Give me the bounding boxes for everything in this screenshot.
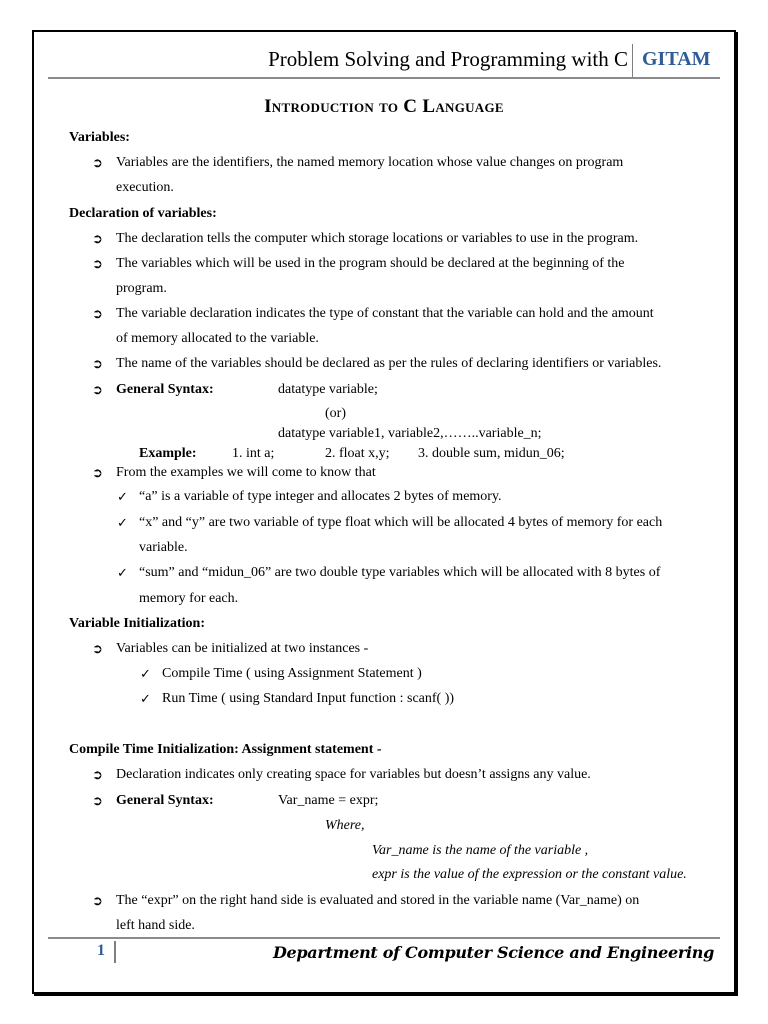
- text-line: The name of the variables should be declared as per the rules of declaring identifiers or variables.: [116, 356, 662, 371]
- syntax-explanation: Var_name is the name of the variable ,: [372, 843, 589, 858]
- arrow-bullet-icon: ➲: [92, 641, 103, 656]
- syntax-line: datatype variable1, variable2,……..variable_n;: [278, 426, 542, 441]
- header-brand: GITAM: [642, 48, 711, 70]
- example-item: 3. double sum, midun_06;: [418, 446, 565, 461]
- section-heading-compile-time: Compile Time Initialization: Assignment statement -: [69, 742, 382, 757]
- text-line: The “expr” on the right hand side is evaluated and stored in the variable name (Var_name) on: [116, 893, 640, 908]
- text-line: variable.: [139, 540, 188, 555]
- text-line: execution.: [116, 180, 174, 195]
- arrow-bullet-icon: ➲: [92, 767, 103, 782]
- syntax-line: Var_name = expr;: [278, 793, 379, 808]
- text-line: From the examples we will come to know that: [116, 465, 376, 480]
- text-line: memory for each.: [139, 591, 239, 606]
- arrow-bullet-icon: ➲: [92, 155, 103, 170]
- arrow-bullet-icon: ➲: [92, 231, 103, 246]
- page-header: [48, 42, 720, 78]
- example-item: 1. int a;: [232, 446, 275, 461]
- page-number: 1: [97, 942, 105, 959]
- text-line: The variable declaration indicates the type of constant that the variable can hold and the amount: [116, 306, 654, 321]
- page-title: Introduction to C Language: [264, 96, 504, 117]
- footer-separator: [114, 941, 116, 963]
- checkmark-bullet-icon: ✓: [140, 691, 151, 706]
- syntax-explanation: expr is the value of the expression or the constant value.: [372, 867, 687, 882]
- checkmark-bullet-icon: ✓: [117, 565, 128, 580]
- example-item: 2. float x,y;: [325, 446, 390, 461]
- syntax-label: General Syntax:: [116, 793, 214, 808]
- text-line: “x” and “y” are two variable of type float which will be allocated 4 bytes of memory for each: [139, 515, 663, 530]
- text-line: Variables can be initialized at two instances -: [116, 641, 369, 656]
- header-separator: [632, 44, 633, 78]
- text-line: Run Time ( using Standard Input function : scanf( )): [162, 691, 455, 706]
- section-heading-initialization: Variable Initialization:: [69, 616, 205, 631]
- text-line: The variables which will be used in the program should be declared at the beginning of the: [116, 256, 625, 271]
- text-line: Compile Time ( using Assignment Statement ): [162, 666, 422, 681]
- syntax-label: General Syntax:: [116, 382, 214, 397]
- example-label: Example:: [139, 446, 197, 461]
- checkmark-bullet-icon: ✓: [140, 666, 151, 681]
- checkmark-bullet-icon: ✓: [117, 515, 128, 530]
- footer-rule: [48, 937, 720, 939]
- syntax-where: Where,: [325, 818, 365, 833]
- header-rule: [48, 77, 720, 79]
- section-heading-declaration: Declaration of variables:: [69, 206, 217, 221]
- syntax-line: datatype variable;: [278, 382, 378, 397]
- arrow-bullet-icon: ➲: [92, 356, 103, 371]
- arrow-bullet-icon: ➲: [92, 256, 103, 271]
- arrow-bullet-icon: ➲: [92, 893, 103, 908]
- text-line: left hand side.: [116, 918, 195, 933]
- text-line: Variables are the identifiers, the named memory location whose value changes on program: [116, 155, 624, 170]
- text-line: of memory allocated to the variable.: [116, 331, 319, 346]
- footer-department: Department of Computer Science and Engineering: [272, 943, 714, 962]
- arrow-bullet-icon: ➲: [92, 793, 103, 808]
- text-line: The declaration tells the computer which storage locations or variables to use in the program.: [116, 231, 639, 246]
- arrow-bullet-icon: ➲: [92, 465, 103, 480]
- arrow-bullet-icon: ➲: [92, 382, 103, 397]
- arrow-bullet-icon: ➲: [92, 306, 103, 321]
- header-title: Problem Solving and Programming with C: [268, 47, 628, 71]
- text-line: program.: [116, 281, 167, 296]
- syntax-or: (or): [325, 406, 346, 421]
- section-heading-variables: Variables:: [69, 130, 130, 145]
- checkmark-bullet-icon: ✓: [117, 489, 128, 504]
- text-line: “a” is a variable of type integer and allocates 2 bytes of memory.: [139, 489, 502, 504]
- text-line: Declaration indicates only creating space for variables but doesn’t assigns any value.: [116, 767, 591, 782]
- text-line: “sum” and “midun_06” are two double type variables which will be allocated with 8 bytes of: [139, 565, 661, 580]
